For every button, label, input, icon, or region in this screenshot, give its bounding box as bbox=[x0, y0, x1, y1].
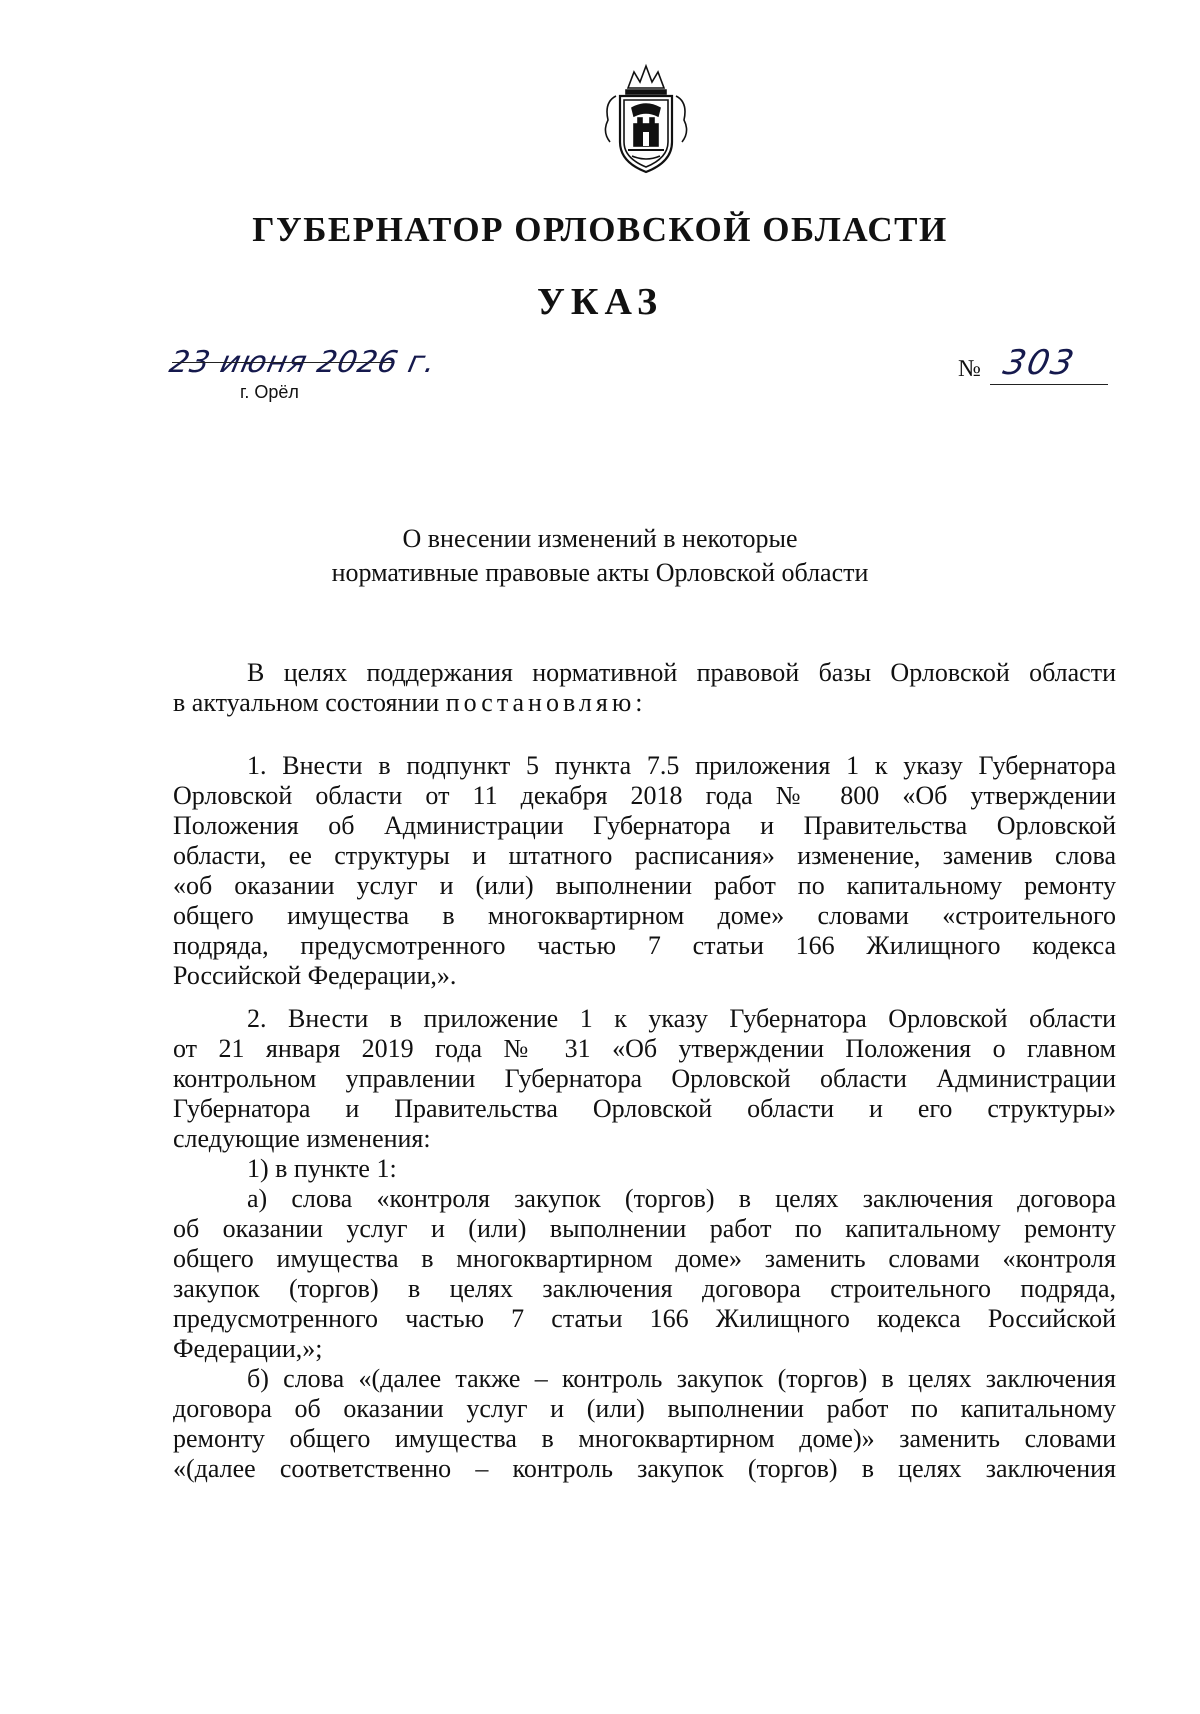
preamble-colon: : bbox=[635, 688, 643, 717]
paragraph-line: контрольном управлении Губернатора Орловской области Администрации bbox=[173, 1064, 1116, 1093]
number-sign: № bbox=[958, 356, 981, 382]
preamble bbox=[173, 658, 1116, 718]
document-type: УКАЗ bbox=[537, 281, 663, 323]
paragraph-line: Федерации,»; bbox=[173, 1334, 323, 1363]
paragraph-line: общего имущества в многоквартирном доме» словами «строительного bbox=[173, 901, 1116, 930]
paragraph-line: Положения об Администрации Губернатора и Правительства Орловской bbox=[173, 811, 1116, 840]
preamble-line bbox=[173, 688, 1116, 718]
paragraph-line: закупок (торгов) в целях заключения договора строительного подряда, bbox=[173, 1274, 1116, 1303]
preamble-line: В целях поддержания нормативной правовой базы Орловской области bbox=[247, 658, 1116, 687]
paragraph-line: 1. Внести в подпункт 5 пункта 7.5 приложения 1 к указу Губернатора bbox=[247, 751, 1116, 780]
paragraph-line: ремонту общего имущества в многоквартирном доме)» заменить словами bbox=[173, 1424, 1116, 1453]
paragraph-line: договора об оказании услуг и (или) выполнении работ по капитальному bbox=[173, 1394, 1116, 1423]
paragraph-line: следующие изменения: bbox=[173, 1124, 431, 1153]
paragraph-line: подряда, предусмотренного частью 7 статьи 166 Жилищного кодекса bbox=[173, 931, 1116, 960]
title-line: О внесении изменений в некоторые bbox=[402, 524, 798, 553]
city: г. Орёл bbox=[240, 382, 299, 402]
paragraph-line: б) слова «(далее также – контроль закупок (торгов) в целях заключения bbox=[247, 1364, 1116, 1393]
operative-word: постановляю bbox=[445, 688, 636, 717]
paragraph-item-2 bbox=[173, 1004, 1116, 1484]
preamble-text: в актуальном состоянии bbox=[173, 688, 446, 717]
date-underline bbox=[172, 362, 392, 363]
paragraph-line: об оказании услуг и (или) выполнении работ по капитальному ремонту bbox=[173, 1214, 1116, 1243]
paragraph-line: области, ее структуры и штатного расписания» изменение, заменив слова bbox=[173, 841, 1116, 870]
paragraph-line: общего имущества в многоквартирном доме» заменить словами «контроля bbox=[173, 1244, 1116, 1273]
paragraph-line: 2. Внести в приложение 1 к указу Губернатора Орловской области bbox=[247, 1004, 1116, 1033]
paragraph-line: «(далее соответственно – контроль закупок (торгов) в целях заключения bbox=[173, 1454, 1116, 1483]
paragraph-line: Российской Федерации,». bbox=[173, 961, 457, 990]
issuing-authority: ГУБЕРНАТОР ОРЛОВСКОЙ ОБЛАСТИ bbox=[252, 210, 948, 249]
title-line: нормативные правовые акты Орловской области bbox=[331, 558, 869, 587]
paragraph-line: от 21 января 2019 года № 31 «Об утверждении Положения о главном bbox=[173, 1034, 1116, 1063]
handwritten-number: 303 bbox=[999, 343, 1080, 383]
paragraph-line: а) слова «контроля закупок (торгов) в целях заключения договора bbox=[247, 1184, 1116, 1213]
paragraph-line: Губернатора и Правительства Орловской области и его структуры» bbox=[173, 1094, 1116, 1123]
subitem-1: 1) в пункте 1: bbox=[247, 1154, 397, 1183]
document-title bbox=[0, 522, 1200, 590]
paragraph-line: предусмотренного частью 7 статьи 166 Жилищного кодекса Российской bbox=[173, 1304, 1116, 1333]
paragraph-line: «об оказании услуг и (или) выполнении работ по капитальному ремонту bbox=[173, 871, 1116, 900]
number-underline bbox=[990, 384, 1108, 385]
handwritten-date: 23 июня 2026 г. bbox=[166, 345, 440, 380]
coat-of-arms-icon bbox=[598, 62, 694, 176]
paragraph-item-1 bbox=[173, 751, 1116, 991]
paragraph-line: Орловской области от 11 декабря 2018 года № 800 «Об утверждении bbox=[173, 781, 1116, 810]
